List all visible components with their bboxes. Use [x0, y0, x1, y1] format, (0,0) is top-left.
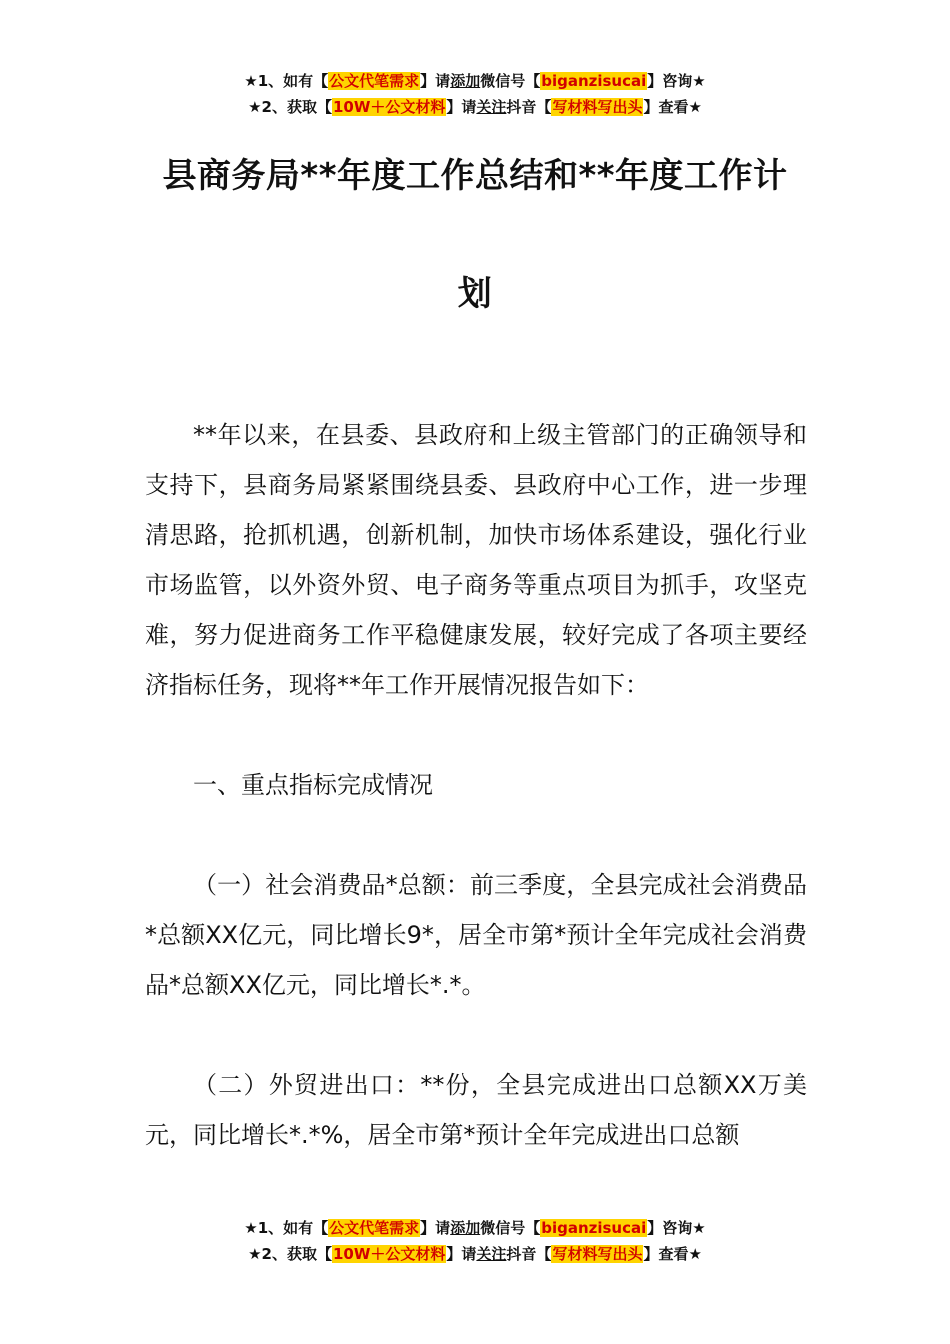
- document-title-line-2: 划: [457, 274, 493, 314]
- top-promo-banner: [0, 68, 950, 120]
- promo-underlined: 关注: [476, 1245, 507, 1263]
- section-heading: 一、重点指标完成情况: [193, 771, 433, 799]
- body-paragraph: （一）社会消费品*总额：前三季度，全县完成社会消费品*总额XX亿元，同比增长9*，居全市第*预计全年完成社会消费品*总额XX亿元，同比增长*.*。: [145, 871, 807, 999]
- promo-line-1: [0, 68, 950, 94]
- promo-douyin-id: 写材料写出头: [552, 1245, 643, 1263]
- promo-line-1: [0, 1215, 950, 1241]
- promo-wechat-id: biganzisucai: [541, 72, 647, 90]
- promo-highlight: 公文代笔需求: [329, 1219, 420, 1237]
- promo-text: 】咨询★: [647, 1219, 706, 1237]
- promo-text: 】咨询★: [647, 72, 706, 90]
- intro-paragraph: **年以来，在县委、县政府和上级主管部门的正确领导和支持下，县商务局紧紧围绕县委、县政府中心工作，进一步理清思路，抢抓机遇，创新机制，加快市场体系建设，强化行业市场监管，以外资外贸、电子商务等重点项目为抓手，攻坚克难，努力促进商务工作平稳健康发展，较好完成了各项主要经济指标任务，现将**年工作开展情况报告如下：: [145, 421, 807, 699]
- promo-text: ★2、获取【: [248, 98, 332, 116]
- promo-highlight: 公文代笔需求: [329, 72, 420, 90]
- promo-text: 】请: [420, 1219, 451, 1237]
- promo-underlined: 添加: [450, 1219, 481, 1237]
- promo-text: 微信号【: [480, 1219, 541, 1237]
- promo-text: 】请: [420, 72, 451, 90]
- promo-highlight: 10W＋公文材料: [332, 1245, 446, 1263]
- promo-text: ★1、如有【: [244, 72, 329, 90]
- promo-text: 】查看★: [643, 1245, 702, 1263]
- promo-line-2: [0, 1241, 950, 1267]
- promo-underlined: 添加: [450, 72, 481, 90]
- promo-text: 】请: [446, 98, 477, 116]
- document-body: [145, 410, 807, 1160]
- promo-text: 】请: [446, 1245, 477, 1263]
- document-title-line-1: 县商务局**年度工作总结和**年度工作计: [162, 156, 788, 196]
- promo-text: 抖音【: [506, 1245, 552, 1263]
- promo-text: ★2、获取【: [248, 1245, 332, 1263]
- promo-highlight: 10W＋公文材料: [332, 98, 446, 116]
- promo-line-2: [0, 94, 950, 120]
- promo-text: 】查看★: [643, 98, 702, 116]
- promo-underlined: 关注: [476, 98, 507, 116]
- promo-text: 微信号【: [480, 72, 541, 90]
- promo-text: 抖音【: [506, 98, 552, 116]
- promo-text: ★1、如有【: [244, 1219, 329, 1237]
- promo-douyin-id: 写材料写出头: [552, 98, 643, 116]
- promo-wechat-id: biganzisucai: [541, 1219, 647, 1237]
- bottom-promo-banner: [0, 1215, 950, 1267]
- body-paragraph: （二）外贸进出口：**份，全县完成进出口总额XX万美元，同比增长*.*%，居全市第*预计全年完成进出口总额: [145, 1071, 807, 1149]
